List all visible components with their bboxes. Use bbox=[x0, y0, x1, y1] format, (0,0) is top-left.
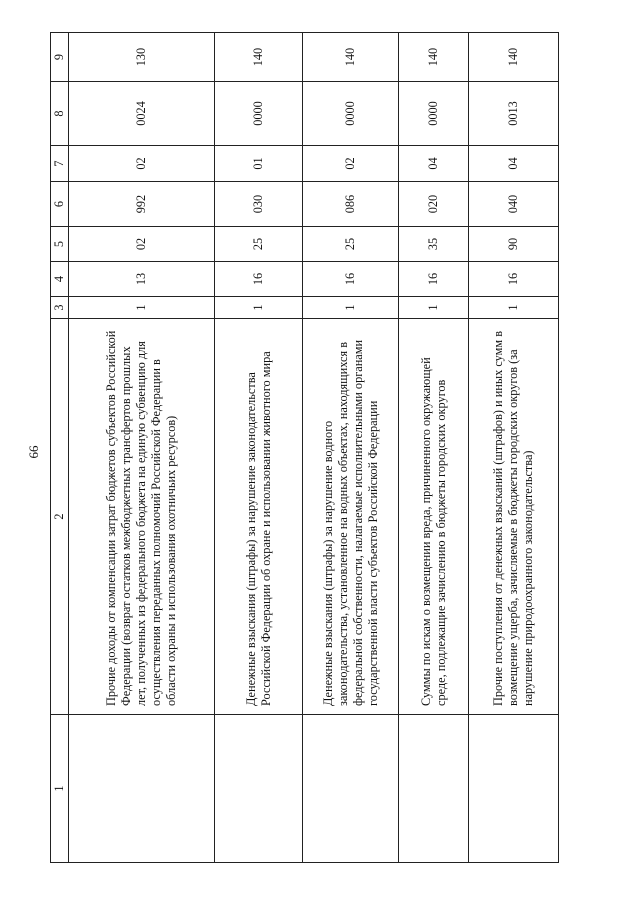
page-number: 66 bbox=[26, 445, 41, 459]
cell-element: 02 bbox=[303, 146, 399, 182]
cell-group: 1 bbox=[303, 297, 399, 319]
table-row bbox=[69, 33, 215, 863]
column-header: 8 bbox=[51, 82, 69, 146]
cell-subgroup: 16 bbox=[469, 262, 559, 297]
column-header: 4 bbox=[51, 262, 69, 297]
cell-article: 25 bbox=[215, 227, 303, 262]
cell-classification: 140 bbox=[303, 33, 399, 82]
cell-description: Денежные взыскания (штрафы) за нарушение водного законодательства, установленное на водных объектах, находящихся в федеральной собственности, налагаемые исполнительными органами государственной власти субъектов Российской Федерации bbox=[303, 319, 399, 715]
cell-program: 0013 bbox=[469, 82, 559, 146]
cell-group: 1 bbox=[399, 297, 469, 319]
cell-element: 01 bbox=[215, 146, 303, 182]
column-header: 9 bbox=[51, 33, 69, 82]
cell-subarticle: 030 bbox=[215, 182, 303, 227]
table-row bbox=[303, 33, 399, 863]
cell-program: 0000 bbox=[215, 82, 303, 146]
cell-subgroup: 16 bbox=[303, 262, 399, 297]
cell-subarticle: 992 bbox=[69, 182, 215, 227]
cell-classification: 140 bbox=[215, 33, 303, 82]
cell-subarticle: 020 bbox=[399, 182, 469, 227]
cell-article: 25 bbox=[303, 227, 399, 262]
cell-description: Денежные взыскания (штрафы) за нарушение законодательства Российской Федерации об охране и использовании животного мира bbox=[215, 319, 303, 715]
cell-classification: 130 bbox=[69, 33, 215, 82]
cell-element: 04 bbox=[399, 146, 469, 182]
cell-subgroup: 16 bbox=[399, 262, 469, 297]
table-row bbox=[469, 33, 559, 863]
cell-description: Прочие поступления от денежных взысканий (штрафов) и иных сумм в возмещение ущерба, зачисляемые в бюджеты городских округов (за нарушение природоохранного законодательства) bbox=[469, 319, 559, 715]
rotated-page-content bbox=[50, 33, 562, 863]
cell-subarticle: 086 bbox=[303, 182, 399, 227]
cell-program: 0000 bbox=[303, 82, 399, 146]
column-header: 5 bbox=[51, 227, 69, 262]
cell-group: 1 bbox=[469, 297, 559, 319]
cell-element: 02 bbox=[69, 146, 215, 182]
cell-article: 90 bbox=[469, 227, 559, 262]
cell-article: 35 bbox=[399, 227, 469, 262]
column-header: 6 bbox=[51, 182, 69, 227]
cell-code bbox=[303, 715, 399, 863]
cell-description: Суммы по искам о возмещении вреда, причиненного окружающей среде, подлежащие зачислению в бюджеты городских округов bbox=[399, 319, 469, 715]
cell-code bbox=[469, 715, 559, 863]
cell-element: 04 bbox=[469, 146, 559, 182]
cell-program: 0000 bbox=[399, 82, 469, 146]
cell-article: 02 bbox=[69, 227, 215, 262]
table-row bbox=[399, 33, 469, 863]
cell-code bbox=[69, 715, 215, 863]
cell-code bbox=[399, 715, 469, 863]
column-header: 7 bbox=[51, 146, 69, 182]
cell-subgroup: 16 bbox=[215, 262, 303, 297]
cell-group: 1 bbox=[215, 297, 303, 319]
cell-program: 0024 bbox=[69, 82, 215, 146]
cell-code bbox=[215, 715, 303, 863]
column-header: 2 bbox=[51, 319, 69, 715]
column-header: 3 bbox=[51, 297, 69, 319]
cell-group: 1 bbox=[69, 297, 215, 319]
cell-description: Прочие доходы от компенсации затрат бюджетов субъектов Российской Федерации (возврат остатков межбюджетных трансфертов прошлых лет, полученных из федерального бюджета на единую субвенцию для осуществления переданных полномочий Российской Федерации в области охраны и использования охотничьих ресурсов) bbox=[69, 319, 215, 715]
cell-classification: 140 bbox=[469, 33, 559, 82]
column-header: 1 bbox=[51, 715, 69, 863]
budget-classification-table bbox=[50, 32, 559, 863]
cell-classification: 140 bbox=[399, 33, 469, 82]
header-row bbox=[51, 33, 69, 863]
cell-subarticle: 040 bbox=[469, 182, 559, 227]
cell-subgroup: 13 bbox=[69, 262, 215, 297]
table-row bbox=[215, 33, 303, 863]
